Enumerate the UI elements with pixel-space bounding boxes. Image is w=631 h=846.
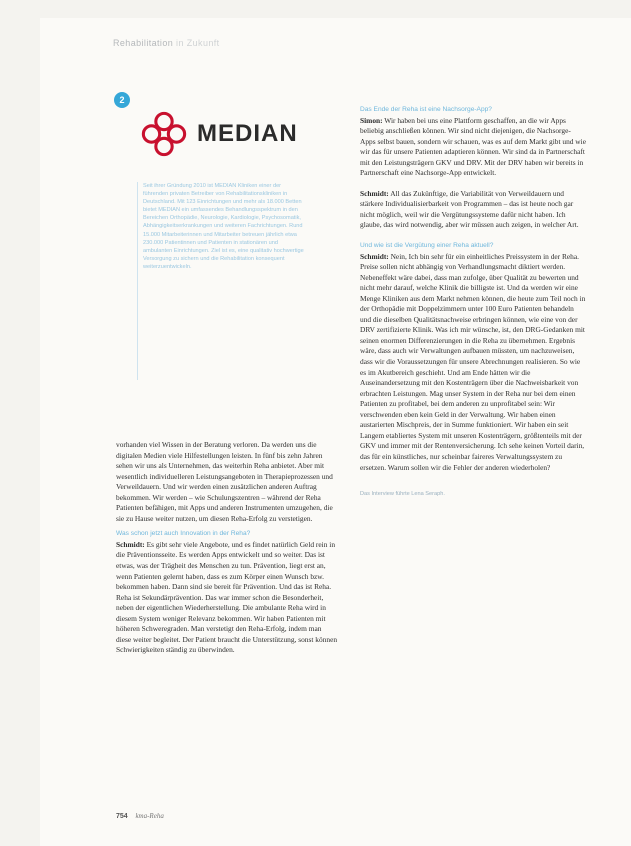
interview-question: Das Ende der Reha ist eine Nachsorge-App? — [360, 106, 492, 113]
interview-question: Und wie ist die Vergütung einer Reha aktuell? — [360, 242, 494, 250]
brand-name: MEDIAN — [197, 120, 298, 147]
answer-text: Es gibt sehr viele Angebote, und es findet natürlich Geld rein in die Präventionsseite. Es werden Apps entwickelt und so weiter. Das ist etwas, was der Trägheit des Menschen zu tun. Prävention, liegt erst an, wenn Patienten gelernt haben, dass es zum Körper einen Wunsch bzw. bekommen haben. Dann sind sie bereit für Prävention. Und das ist Reha. Reha ist Sekundärprävention. Das war immer schon die Besonderheit, neben der eigentlichen Wiederherstellung. Die ambulante Reha wird in diesem System weniger Relevanz bekommen. Wir haben Patienten mit höheren Schweregraden. Man verstetigt den Reha-Erfolg, indem man diese weiter begleitet. Der Patient braucht die Unterstützung, sonst können Schwierigkeiten ständig zu überwinden. — [116, 539, 338, 655]
magazine-name: kma-Reha — [135, 812, 164, 820]
paragraph — [360, 252, 586, 473]
paragraph: vorhanden viel Wissen in der Beratung verloren. Da werden uns die digitalen Medien viele Hilfestellungen leisten. In fünf bis zehn Jahren sehen wir uns als Unternehmen, das weiterhin Reha anbietet. Aber mit wesentlich individuelleren Leistungsangeboten in Therapieprozessen und Verweildauern. Und wir werden einen zusätzlichen anderen Auftrag bekommen. Wir werden – wie Schulungszentren – während der Reha Patienten befähigen, mit Apps und anderen Instrumenten umzugehen, die sie zu Hause weiter nutzen, um diesen Reha-Erfolg zu verstetigen. — [116, 440, 333, 523]
paragraph — [360, 189, 586, 231]
page-number: 754 — [116, 813, 128, 820]
article-column-right — [360, 105, 586, 500]
interview-question: Was schon jetzt auch Innovation in der Reha? — [116, 530, 251, 538]
median-emblem-icon — [135, 110, 193, 158]
speaker-name: Schmidt: — [360, 188, 389, 198]
page-footer — [116, 812, 164, 820]
running-head — [113, 38, 220, 48]
speaker-name: Schmidt: — [360, 251, 389, 261]
answer-text: All das Zukünftige, die Variabilität von Verweildauern und stärkere Individualisierbarkeit von Programmen – das ist heute noch gar nicht möglich, weil wir die Vergütungssysteme dafür nicht haben. Ich glaube, das wird notwendig, aber wir müssen auch zeigen, in welcher Art. — [360, 188, 579, 230]
median-logo — [135, 110, 298, 158]
company-infobox: Seit ihrer Gründung 2010 ist MEDIAN Kliniken einer der führenden privaten Betreiber von Rehabilitationskliniken in Deutschland. Mit 123 Einrichtungen und mehr als 18.000 Betten bietet MEDIAN ein umfassendes Behandlungsspektrum in den Bereichen Orthopädie, Neurologie, Kardiologie, Psychosomatik, Abhängigkeitserkrankungen und weiteren Fachrichtungen. Rund 15.000 Mitarbeiterinnen und Mitarbeiter betreuen jährlich etwa 230.000 Patientinnen und Patienten in stationären und ambulanten Einrichtungen. Ziel ist es, eine qualitativ hochwertige Versorgung zu sichern und die Rehabilitation konsequent weiterzuentwickeln. — [143, 183, 304, 270]
interview-credit: Das Interview führte Lena Seraph. — [360, 491, 445, 498]
section-subtitle: in Zukunft — [176, 38, 220, 48]
info-badge: 2 — [114, 92, 130, 108]
speaker-name: Schmidt: — [116, 539, 145, 549]
paragraph — [360, 116, 586, 179]
answer-text: Wir haben bei uns eine Plattform geschaffen, an die wir Apps beliebig anschließen können. Wir sind nicht diejenigen, die Nachsorge-Apps selbst bauen, sondern wir schauen, was es auf dem Markt gibt und wie wir das für unsere Patienten adaptieren können. Wir sind da in Partnerschaft mit den Leistungsträgern GKV und DRV. Mit der DRV haben wir bereits in Partnerschaft eine Nachsorge-App entwickelt. — [360, 115, 586, 178]
paragraph — [116, 540, 338, 656]
section-title: Rehabilitation — [113, 38, 174, 48]
speaker-name: Simon: — [360, 115, 383, 125]
article-column-left — [116, 440, 338, 656]
infobox-rule — [137, 182, 138, 380]
answer-text: Nein, Ich bin sehr für ein einheitliches Preissystem in der Reha. Preise sollen nicht abhängig von Verhandlungsmacht diktiert werden. Nebeneffekt wäre dabei, dass man zufolge, über Qualität zu bewerten und nicht mehr darauf, welche Klinik die billigste ist. Und da werden wir eine Menge Kliniken aus dem Markt nehmen können, die heute zum Teil noch in der Orthopädie mit Doppelzimmern unter 100 Euro Patienten behandeln und die dieselben Qualitätsnachweise erbringen können, wie eine von der DRV zertifizierte Klinik. Was ich mir wünsche, ist, den DRG-Gedanken mit seinen enormen Differenzierungen in die Reha zu übernehmen. Ergebnis wäre, dass auch wir Verwaltungen aufbauen müssten, um nachzuweisen, dass wir die Voraussetzungen für unsere Abrechnungen realisieren. So wie es im Akutbereich geschieht. Und am Ende hätten wir die Auseinandersetzung mit den Kostenträgern über die Nachweisbarkeit von erbrachten Leistungen. Mag unser System in der Reha nur bei dem einen Patienten zu profitabel, bei dem anderen zu unprofitabel sein: Wir verschwenden eben kein Geld in der Verwaltung. Wir haben einen austarierten Mischpreis, der in Summe funktioniert. Wir haben ein seit Langem etabliertes System mit unseren Kostenträgern, größtenteils mit der GKV und immer mit der Rentenversicherung. Ich sehe keinen Vorteil darin, das für ein künstliches, nur scheinbar faireres Verwaltungssystem zu ersetzen. Warum sollen wir die Fehler der anderen wiederholen? — [360, 251, 586, 472]
